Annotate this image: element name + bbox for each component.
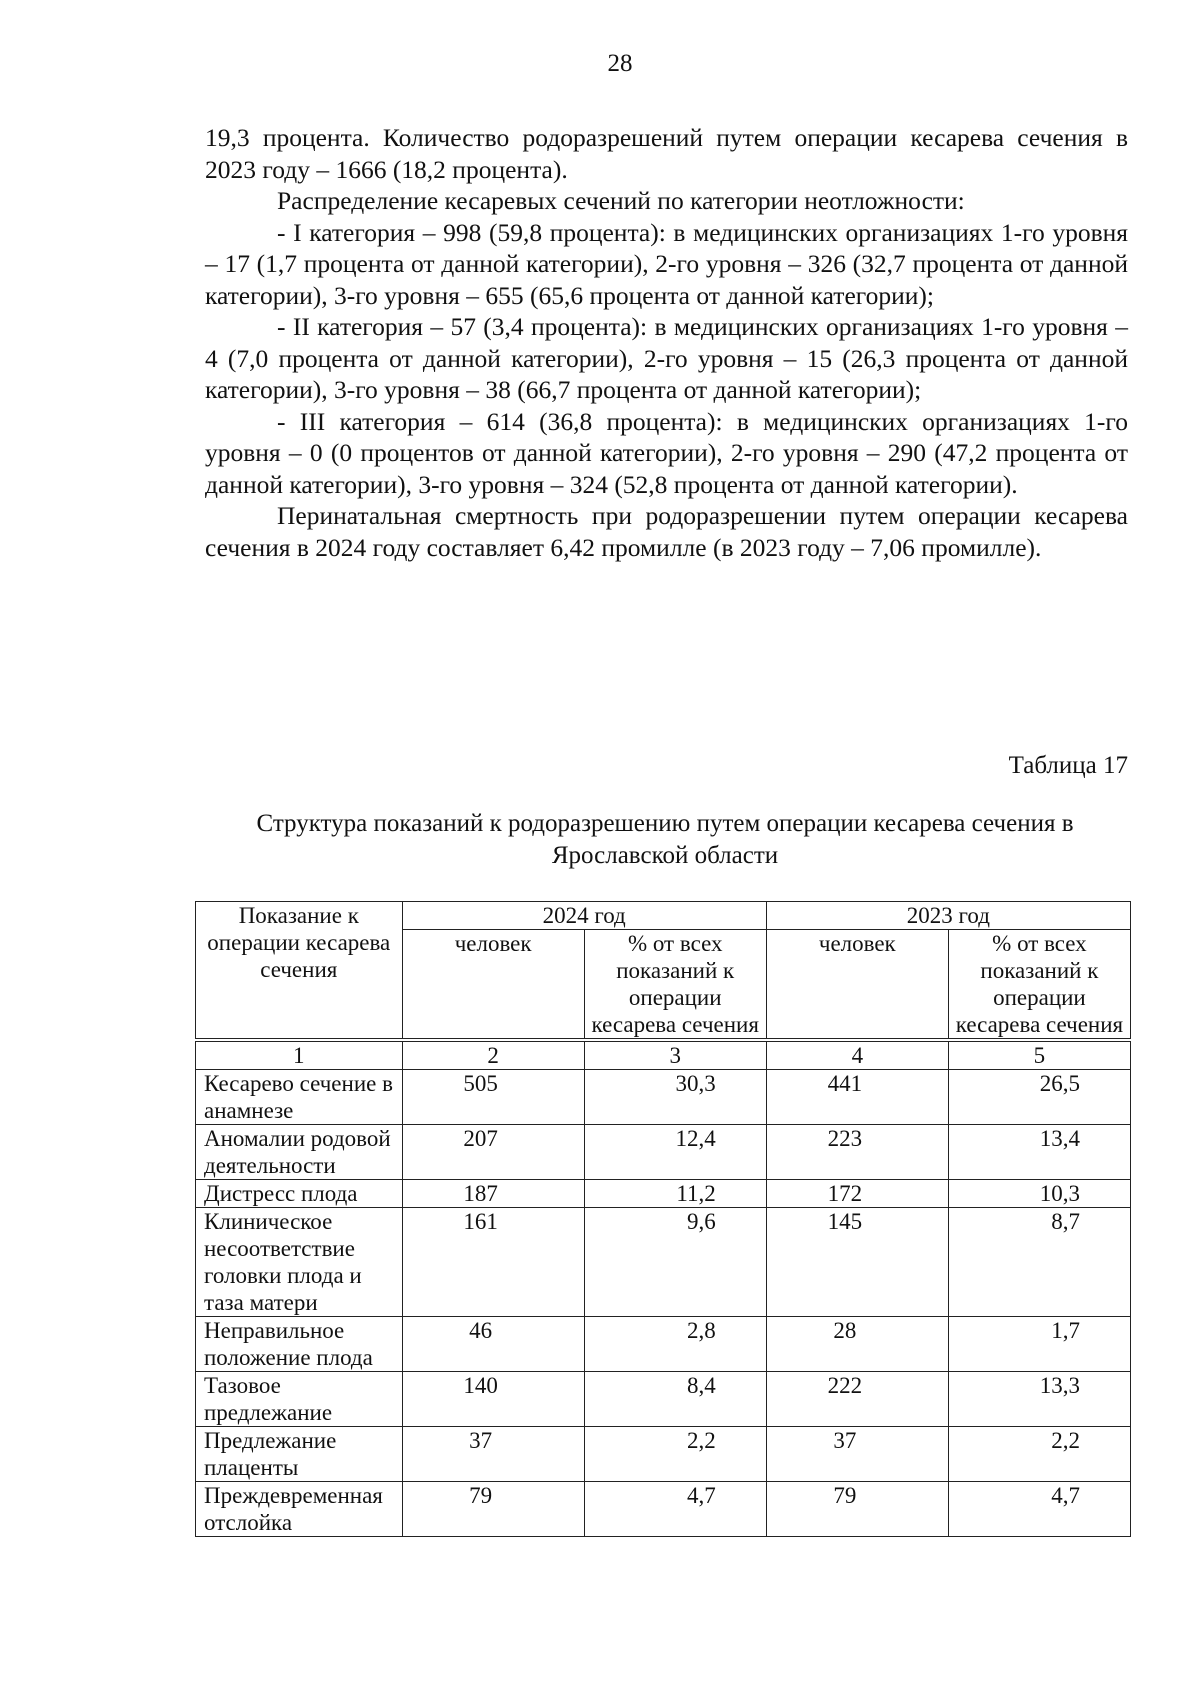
table-row (196, 1427, 1131, 1482)
paragraph: Перинатальная смертность при родоразрешении путем операции кесарева сечения в 2024 году составляет 6,42 промилле (в 2023 году – 7,06 промилле). (205, 501, 1128, 562)
percent-2024-cell: 9,6 (584, 1208, 766, 1317)
indication-cell: Предлежание плаценты (196, 1427, 403, 1482)
indication-cell: Аномалии родовой деятельности (196, 1125, 403, 1180)
count-2024-cell: 37 (402, 1427, 584, 1482)
percent-2023-cell: 1,7 (948, 1317, 1130, 1372)
paragraph: - I категория – 998 (59,8 процента): в медицинских организациях 1-го уровня – 17 (1,7 процента от данной категории), 2-го уровня – 326 (32,7 процента от данной категории), 3-го уровня – 655 (65,6 процента от данной категории); (205, 217, 1128, 310)
body-text (205, 122, 1128, 563)
indication-cell: Дистресс плода (196, 1180, 403, 1208)
table-row (196, 1208, 1131, 1317)
percent-2024-cell: 2,2 (584, 1427, 766, 1482)
count-2023-cell: 37 (766, 1427, 948, 1482)
indication-cell: Неправильное положение плода (196, 1317, 403, 1372)
count-2023-cell: 79 (766, 1482, 948, 1537)
column-number: 2 (402, 1040, 584, 1070)
percent-2024-cell: 12,4 (584, 1125, 766, 1180)
indication-cell: Клиническое несоответствие головки плода и таза матери (196, 1208, 403, 1317)
count-2023-cell: 28 (766, 1317, 948, 1372)
indication-cell: Кесарево сечение в анамнезе (196, 1070, 403, 1125)
percent-2023-cell: 13,4 (948, 1125, 1130, 1180)
header-year-2024: 2024 год (402, 902, 766, 930)
count-2023-cell: 222 (766, 1372, 948, 1427)
count-2024-cell: 140 (402, 1372, 584, 1427)
count-2023-cell: 441 (766, 1070, 948, 1125)
table-row (196, 1180, 1131, 1208)
header-people-2023: человек (766, 930, 948, 1041)
percent-2024-cell: 30,3 (584, 1070, 766, 1125)
percent-2023-cell: 8,7 (948, 1208, 1130, 1317)
table-row (196, 1070, 1131, 1125)
paragraph: Распределение кесаревых сечений по категории неотложности: (277, 186, 965, 215)
table-row (196, 1317, 1131, 1372)
table-title: Структура показаний к родоразрешению путем операции кесарева сечения в Ярославской области (256, 810, 1074, 869)
percent-2023-cell: 26,5 (948, 1070, 1130, 1125)
column-number: 1 (196, 1040, 403, 1070)
count-2024-cell: 79 (402, 1482, 584, 1537)
percent-2023-cell: 4,7 (948, 1482, 1130, 1537)
paragraph: - II категория – 57 (3,4 процента): в медицинских организациях 1-го уровня – 4 (7,0 процента от данной категории), 2-го уровня – 15 (26,3 процента от данной категории), 3-го уровня – 38 (66,7 процента от данной категории); (205, 312, 1128, 404)
percent-2024-cell: 8,4 (584, 1372, 766, 1427)
count-2023-cell: 145 (766, 1208, 948, 1317)
indications-table (195, 901, 1131, 1537)
percent-2023-cell: 13,3 (948, 1372, 1130, 1427)
table-body (196, 1070, 1131, 1537)
count-2023-cell: 223 (766, 1125, 948, 1180)
percent-2024-cell: 4,7 (584, 1482, 766, 1537)
table-row (196, 1482, 1131, 1537)
page-number: 28 (607, 50, 633, 77)
count-2024-cell: 207 (402, 1125, 584, 1180)
paragraph: 19,3 процента. Количество родоразрешений путем операции кесарева сечения в 2023 году – 1666 (18,2 процента). (205, 123, 1128, 184)
column-number: 3 (584, 1040, 766, 1070)
column-number: 5 (948, 1040, 1130, 1070)
count-2024-cell: 505 (402, 1070, 584, 1125)
paragraph: - III категория – 614 (36,8 процента): в медицинских организациях 1-го уровня – 0 (0 процентов от данной категории), 2-го уровня – 290 (47,2 процента от данной категории), 3-го уровня – 324 (52,8 процента от данной категории). (205, 406, 1128, 499)
table-header-row (196, 902, 1131, 930)
percent-2023-cell: 2,2 (948, 1427, 1130, 1482)
percent-2023-cell: 10,3 (948, 1180, 1130, 1208)
percent-2024-cell: 2,8 (584, 1317, 766, 1372)
header-indication: Показание к операции кесарева сечения (196, 902, 403, 1041)
header-year-2023: 2023 год (766, 902, 1130, 930)
header-percent-2024: % от всех показаний к операции кесарева сечения (584, 930, 766, 1041)
count-2024-cell: 46 (402, 1317, 584, 1372)
table-row (196, 1125, 1131, 1180)
count-2023-cell: 172 (766, 1180, 948, 1208)
count-2024-cell: 161 (402, 1208, 584, 1317)
column-number: 4 (766, 1040, 948, 1070)
column-number-row (196, 1040, 1131, 1070)
count-2024-cell: 187 (402, 1180, 584, 1208)
header-people-2024: человек (402, 930, 584, 1041)
header-percent-2023: % от всех показаний к операции кесарева сечения (948, 930, 1130, 1041)
percent-2024-cell: 11,2 (584, 1180, 766, 1208)
indication-cell: Тазовое предлежание (196, 1372, 403, 1427)
table-row (196, 1372, 1131, 1427)
indication-cell: Преждевременная отслойка (196, 1482, 403, 1537)
table-caption: Таблица 17 (1008, 752, 1128, 779)
